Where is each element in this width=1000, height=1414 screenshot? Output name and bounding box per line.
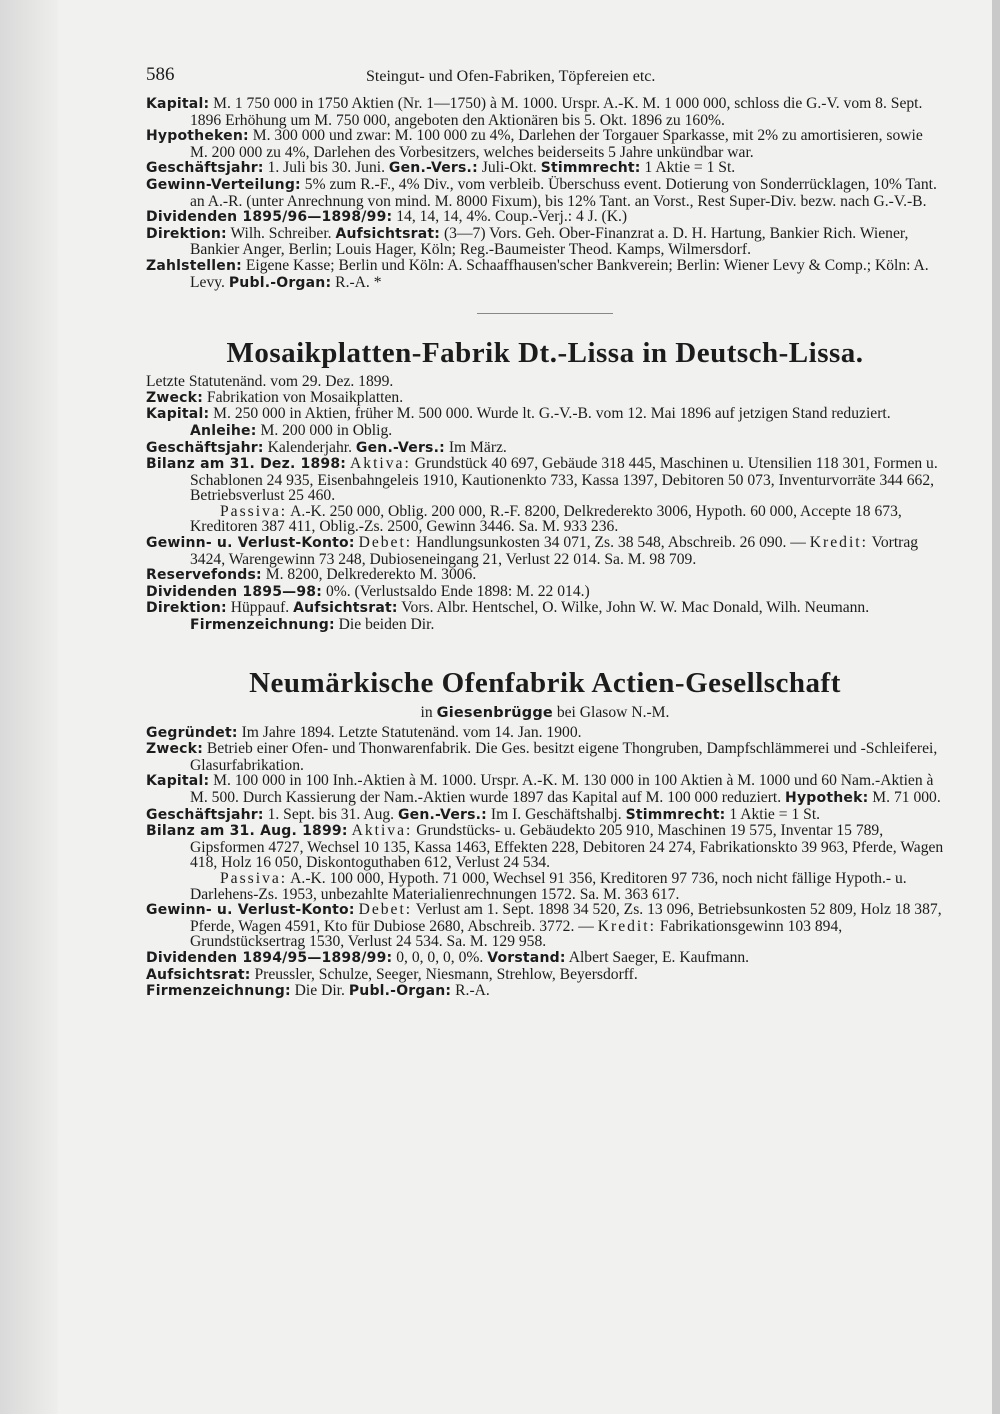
field-text: Vortrag 3424, Warengewinn 73 248, Dubioseneingang 21, Verlust 22 014. Sa. M. 98 709. [190,534,919,568]
field-key: Zweck: [146,389,203,406]
field-text: A.-K. 250 000, Oblig. 200 000, R.-F. 8200, Delkrederekto 3006, Hypoth. 60 000, Accepte 18 673, Kreditoren 387 411, Oblig.-Zs. 2500, Gewinn 3446. Sa. M. 933 236. [190,502,902,536]
field-key: Geschäftsjahr: [146,439,264,456]
subtitle-place: Giesenbrügge [436,704,553,721]
field-label: Kredit: [597,917,656,935]
field-text: Wilh. Schreiber. [230,224,332,242]
field-label: Debet: [358,901,413,919]
field-text: 0, 0, 0, 0, 0%. [396,948,484,966]
field-key: Publ.-Organ: [348,983,452,1000]
hypotheken-paragraph [146,128,944,160]
field-text: R.-A. * [335,273,382,291]
field-text: M. 250 000 in Aktien, früher M. 500 000. Wurde lt. G.-V.-B. vom 12. Mai 1896 auf jetzigen Stand reduziert. [213,405,891,423]
entry-neumaerkische [146,668,944,1000]
field-text: Die Dir. [294,982,345,1000]
aufsichtsrat-paragraph [146,967,944,984]
field-key: Hypotheken: [146,128,249,145]
field-label: Aktiva: [351,822,413,840]
field-text: A.-K. 100 000, Hypoth. 71 000, Wechsel 91 356, Kreditoren 97 736, noch nicht fällige Hypoth.- u. Darlehens-Zs. 1953, unbezahlte Materialienrechnungen 1572. Sa. M. 363 617. [190,869,907,903]
field-label: Aktiva: [350,455,411,473]
field-text: 1. Sept. bis 31. Aug. [267,805,395,823]
firmenzeichnung-paragraph [146,983,944,1000]
field-text: M. 8200, Delkrederekto M. 3006. [265,566,477,584]
field-text: Verlust am 1. Sept. 1898 34 520, Zs. 13 096, Betriebsunkosten 52 809, Holz 18 387, Pferde, Wagen 4591, Kto für Dubiose 2680, Abschreib. 3772. — [190,901,942,935]
field-text: Letzte Statutenänd. vom 29. Dez. 1899. [146,373,394,391]
field-key: Firmenzeichnung: [146,983,291,1000]
zweck-paragraph [146,741,944,773]
page-number: 586 [146,64,175,85]
gewinn-verteilung-paragraph [146,177,944,209]
field-key: Zahlstellen: [146,257,242,274]
section-divider [477,313,613,314]
field-text: Fabrikation von Mosaikplatten. [206,388,404,406]
kapital-paragraph [146,773,944,806]
field-text: M. 300 000 und zwar: M. 100 000 zu 4%, Darlehen der Torgauer Sparkasse, mit 2% zu amortisieren, sowie M. 200 000 zu 4%, Darlehen des Vorbesitzers, welches beiderseits 5 Jahre unkündbar war. [190,127,923,161]
field-key: Direktion: [146,600,227,617]
field-text: 14, 14, 14, 4%. Coup.-Verj.: 4 J. (K.) [396,208,628,226]
field-key: Bilanz am 31. Aug. 1899: [146,823,348,840]
field-text: Preussler, Schulze, Seeger, Niesmann, Strehlow, Beyersdorff. [254,965,638,983]
field-key: Gewinn- u. Verlust-Konto: [146,535,355,552]
field-text: Kalenderjahr. [267,438,353,456]
geschaeftsjahr-paragraph [146,440,944,457]
page-shadow-left [0,0,58,1414]
bilanz-aktiva-paragraph [146,456,944,504]
zahlstellen-paragraph [146,258,944,291]
field-key: Anleihe: [190,422,257,439]
dividenden-paragraph [146,209,944,226]
field-text: M. 100 000 in 100 Inh.-Aktien à M. 1000. Urspr. A.-K. M. 130 000 in 100 Aktien à M. 1000 und 60 Nam.-Aktien à M. 500. Durch Kassierung der Nam.-Aktien wurde 1897 das Kapital auf M. 100 000 reduziert. [190,772,934,806]
field-text: Grundstück 40 697, Gebäude 318 445, Maschinen u. Utensilien 118 301, Formen u. Schablonen 24 935, Eisenbahngeleis 1910, Kautionenkto 733, Kassa 1397, Debitoren 50 073, Inventurvorräte 344 662, Betriebsverlust 25 460. [190,455,938,505]
field-key: Stimmrecht: [625,806,726,823]
kapital-paragraph [146,96,944,128]
statuten-paragraph [146,374,944,390]
field-text: Grundstücks- u. Gebäudekto 205 910, Maschinen 19 575, Inventar 15 789, Gipsformen 4727, Wechsel 10 135, Kassa 1463, Effekten 228, Debitoren 24 274, Fabrikationskto 39 963, Pferde, Wagen 418, Holz 16 050, Diskontoguthaben 612, Verlust 24 534. [190,822,944,872]
field-key: Direktion: [146,225,227,242]
field-text: Albert Saeger, E. Kaufmann. [568,948,750,966]
field-key: Vorstand: [487,949,566,966]
field-text: M. 71 000. [872,789,941,806]
field-text: R.-A. [455,982,490,1000]
field-key: Hypothek: [785,790,869,806]
geschaeftsjahr-paragraph [146,160,944,177]
field-key: Gewinn- u. Verlust-Konto: [146,902,355,919]
field-key: Kapital: [146,406,210,423]
field-text: 1 Aktie = 1 St. [644,159,736,177]
dividenden-paragraph [146,584,944,601]
field-key: Gen.-Vers.: [388,160,478,177]
entry-title: Mosaikplatten-Fabrik Dt.-Lissa in Deutsch-Lissa. [226,337,864,370]
field-key: Geschäftsjahr: [146,160,264,177]
field-key: Aufsichtsrat: [335,225,441,242]
field-text: Juli-Okt. [481,159,537,177]
field-text: 1 Aktie = 1 St. [729,805,821,823]
reservefonds-paragraph [146,567,944,584]
field-text: Handlungsunkosten 34 071, Zs. 38 548, Abschreib. 26 090. — [416,534,806,552]
field-key: Geschäftsjahr: [146,806,264,823]
running-title: Steingut- und Ofen-Fabriken, Töpfereien etc. [366,68,656,85]
field-key: Bilanz am 31. Dez. 1898: [146,456,347,473]
geschaeftsjahr-paragraph [146,807,944,824]
field-key: Dividenden 1895/96—1898/99: [146,209,393,226]
field-text: Betrieb einer Ofen- und Thonwarenfabrik. Die Ges. besitzt eigene Thongruben, Dampfschlämmerei und -Schleiferei, Glasurfabrikation. [190,740,938,774]
field-text: Im Jahre 1894. Letzte Statutenänd. vom 14. Jan. 1900. [241,723,582,741]
entry-title: Neumärkische Ofenfabrik Actien-Gesellschaft [249,666,841,699]
field-label: Passiva: [220,869,288,887]
bilanz-passiva-paragraph [146,504,944,535]
field-text: Eigene Kasse; Berlin und Köln: A. Schaaffhausen'scher Bankverein; Berlin: Wiener Levy & Comp.; Köln: A. Levy. [190,256,929,291]
bilanz-aktiva-paragraph [146,823,944,871]
field-text: Vors. Albr. Hentschel, O. Wilke, John W. W. Mac Donald, Wilh. Neumann. [401,599,870,617]
field-key: Stimmrecht: [540,160,641,177]
field-text: Hüppauf. [230,599,290,617]
subtitle-post: bei Glasow N.-M. [556,703,670,721]
field-key: Gen.-Vers.: [397,806,487,823]
gewinn-verlust-paragraph [146,535,944,567]
field-key: Publ.-Organ: [228,274,332,291]
field-text: 5% zum R.-F., 4% Div., vom verbleib. Überschuss event. Dotierung von Sonderrücklagen, 10% Tant. an A.-R. (unter Anrechnung von mind. M. 8000 Fixum), bis 12% Tant. an Vorst., Rest Super-Div. bezw. nach G.-V.-B. [190,175,937,210]
field-label: Passiva: [220,502,288,520]
page-edge-right [992,0,1000,1414]
field-text: M. 200 000 in Oblig. [260,421,393,439]
field-key: Zweck: [146,741,203,758]
field-key: Dividenden 1894/95—1898/99: [146,949,393,966]
gegruendet-paragraph [146,725,944,742]
field-text: Im März. [448,438,507,456]
field-key: Aufsichtsrat: [293,600,398,617]
gewinn-verlust-paragraph [146,902,944,950]
dividenden-paragraph [146,950,944,967]
field-key: Reservefonds: [146,567,262,584]
field-key: Gegründet: [146,724,238,741]
field-key: Gewinn-Verteilung: [146,176,301,193]
bilanz-passiva-paragraph [146,871,944,902]
field-key: Aufsichtsrat: [146,966,251,983]
field-text: M. 1 750 000 in 1750 Aktien (Nr. 1—1750) à M. 1000. Urspr. A.-K. M. 1 000 000, schloss die G.-V. vom 8. Sept. 1896 Erhöhung um M. 750 000, angeboten den Aktionären bis 5. Okt. 1896 zu 160%. [190,95,923,129]
field-key: Firmenzeichnung: [190,617,335,634]
zweck-paragraph [146,390,944,407]
running-head [146,62,944,96]
field-key: Kapital: [146,773,210,790]
field-label: Debet: [358,534,413,552]
kapital-paragraph [146,406,944,439]
field-text: Fabrikationsgewinn 103 894, Grundstücksertrag 1530, Verlust 24 534. Sa. M. 129 958. [190,917,843,951]
field-text: 1. Juli bis 30. Juni. [267,159,385,177]
field-key: Kapital: [146,96,210,112]
field-key: Dividenden 1895—98: [146,583,323,600]
entry-subtitle [146,704,944,722]
entry-continued [146,96,944,291]
field-label: Kredit: [809,534,868,552]
entry-mosaikplatten [146,338,944,634]
direktion-paragraph [146,600,944,633]
field-text: 0%. (Verlustsaldo Ende 1898: M. 22 014.) [325,582,590,600]
direktion-paragraph [146,226,944,258]
field-key: Gen.-Vers.: [355,439,445,456]
subtitle-pre: in [420,703,433,721]
field-text: Im I. Geschäftshalbj. [490,805,622,823]
field-text: (3—7) Vors. Geh. Ober-Finanzrat a. D. H. Hartung, Bankier Rich. Wiener, Bankier Anger, Berlin; Louis Hager, Köln; Reg.-Baumeister Theod. Kamps, Wilmersdorf. [190,224,909,259]
field-text: Die beiden Dir. [338,616,435,634]
